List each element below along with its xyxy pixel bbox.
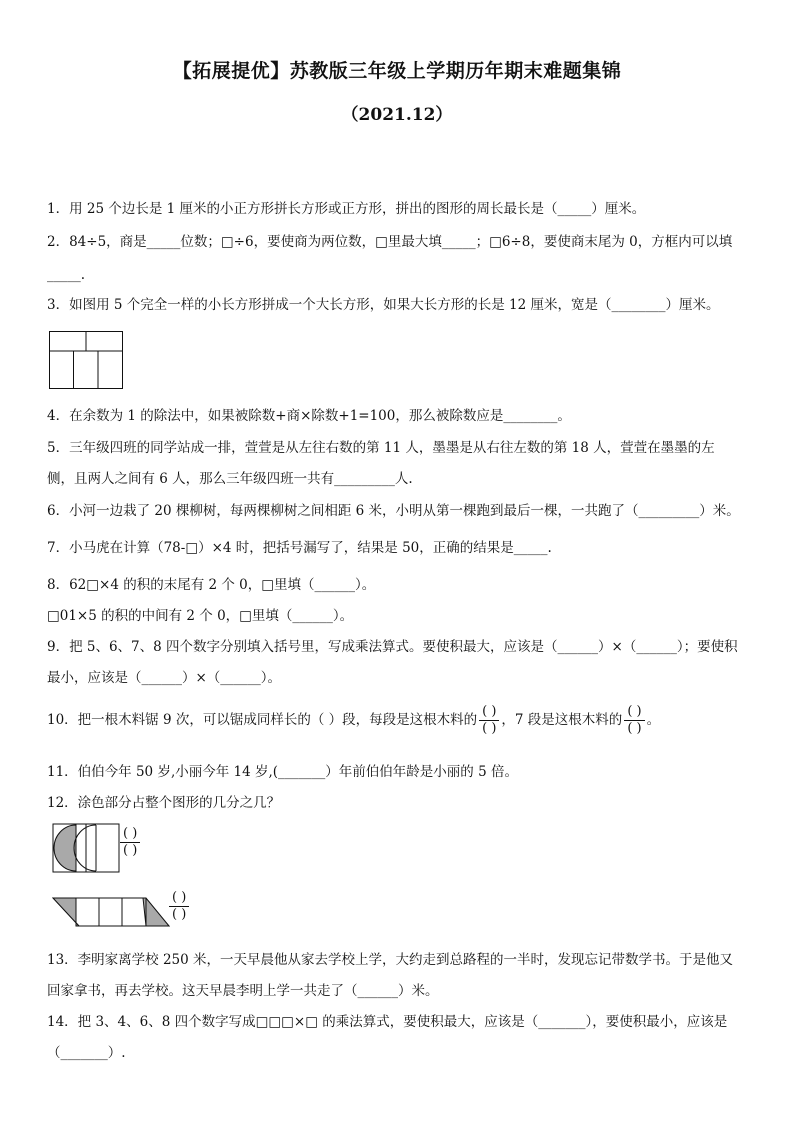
question-6: 6．小河一边栽了 20 棵柳树，每两棵柳树之间相距 6 米，小明从第一棵跑到最后一棵，一共跑了（_________）米。 xyxy=(47,503,740,519)
question-9-line-2: 最小，应该是（______）×（______）。 xyxy=(47,670,282,686)
q12-circles-figure xyxy=(52,823,120,873)
question-13-line-1: 13．李明家离学校 250 米，一天早晨他从家去学校上学，大约走到总路程的一半时，发现忘记带数学书。于是他又 xyxy=(47,952,734,968)
fraction-numerator: ( ) xyxy=(120,826,140,843)
question-4: 4．在余数为 1 的除法中，如果被除数+商×除数+1=100，那么被除数应是________。 xyxy=(47,408,571,424)
question-5-line-1: 5．三年级四班的同学站成一排，萱萱是从左往右数的第 11 人，墨墨是从右往左数的第 18 人，萱萱在墨墨的左 xyxy=(47,440,715,456)
fraction-numerator: ( ) xyxy=(624,704,644,721)
question-14-line-2: （_______）. xyxy=(47,1045,126,1061)
fraction-denominator: ( ) xyxy=(123,843,138,858)
question-8-line-1: 8．62□×4 的积的末尾有 2 个 0，□里填（______）。 xyxy=(47,577,376,593)
q12-parallelogram-figure xyxy=(52,897,170,927)
question-9-line-1: 9．把 5、6、7、8 四个数字分别填入括号里，写成乘法算式。要使积最大，应该是（______）×（______）；要使积 xyxy=(47,639,738,655)
question-10 xyxy=(47,700,660,740)
q10-fraction-2 xyxy=(624,704,644,737)
question-11: 11．伯伯今年 50 岁,小丽今年 14 岁,(_______）年前伯伯年龄是小丽的 5 倍。 xyxy=(47,764,518,780)
fraction-numerator: ( ) xyxy=(479,704,499,721)
q10-text-1: 10．把一根木料锯 9 次，可以锯成同样长的（ ）段，每段是这根木料的 xyxy=(47,712,478,728)
q12-fraction-1 xyxy=(120,826,140,859)
fraction-denominator: ( ) xyxy=(482,721,497,736)
question-3: 3．如图用 5 个完全一样的小长方形拼成一个大长方形，如果大长方形的长是 12 厘米，宽是（________）厘米。 xyxy=(47,297,720,313)
fraction-denominator: ( ) xyxy=(172,907,187,922)
question-14-line-1: 14．把 3、4、6、8 四个数字写成□□□×□ 的乘法算式，要使积最大，应该是（_______），要使积最小，应该是 xyxy=(47,1014,728,1030)
fraction-denominator: ( ) xyxy=(627,721,642,736)
question-13-line-2: 回家拿书，再去学校。这天早晨李明上学一共走了（______）米。 xyxy=(47,983,439,999)
fraction-numerator: ( ) xyxy=(169,890,189,907)
q10-text-3: 。 xyxy=(646,712,661,728)
question-2-line-2: _____. xyxy=(47,267,86,283)
question-12: 12．涂色部分占整个图形的几分之几？ xyxy=(47,795,281,811)
question-8-line-2: □01×5 的积的中间有 2 个 0，□里填（______）。 xyxy=(47,608,354,624)
question-7: 7．小马虎在计算（78-□）×4 时，把括号漏写了，结果是 50，正确的结果是_____. xyxy=(47,540,552,556)
q10-fraction-1 xyxy=(479,704,499,737)
q12-fraction-2 xyxy=(169,890,189,923)
q3-rectangle-figure xyxy=(49,331,123,389)
question-1: 1．用 25 个边长是 1 厘米的小正方形拼长方形或正方形，拼出的图形的周长最长是（_____）厘米。 xyxy=(47,201,646,217)
doc-title: 【拓展提优】苏教版三年级上学期历年期末难题集锦 xyxy=(172,60,622,82)
question-2-line-1: 2．84÷5，商是_____位数；□÷6，要使商为两位数，□里最大填_____；□6÷8，要使商末尾为 0，方框内可以填 xyxy=(47,234,733,250)
doc-subtitle: （2021.12） xyxy=(341,105,453,125)
q10-text-2: ，7 段是这根木料的 xyxy=(501,712,623,728)
question-5-line-2: 侧，且两人之间有 6 人，那么三年级四班一共有_________人. xyxy=(47,471,413,487)
